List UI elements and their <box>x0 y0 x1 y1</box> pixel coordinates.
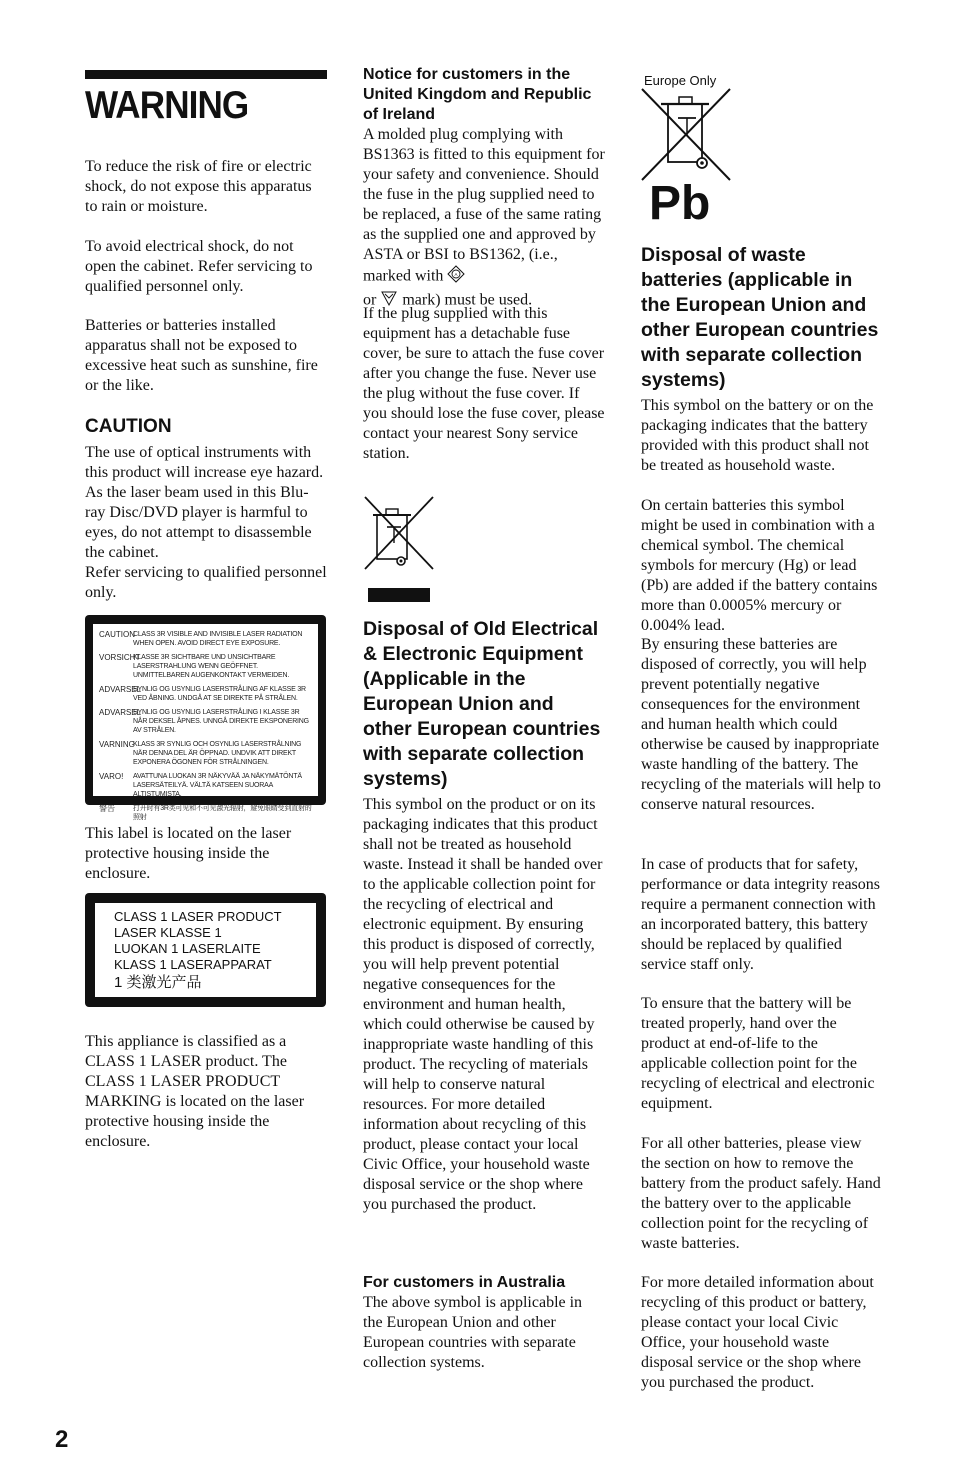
class-label-line: CLASS 1 LASER PRODUCT <box>114 909 282 924</box>
label-location-text: This label is located on the laser protective housing inside the enclosure. <box>85 825 292 882</box>
fuse-cover-text: If the plug supplied with this equipment has a detachable fuse cover, be sure to attach the fuse cover after you change the fuse. Never use the plug without the fuse cover. If you should lose the fuse cover, please contact your nearest Sony service station. <box>363 305 605 462</box>
warning-label-text: KLASSE 3R SICHTBARE UND UNSICHTBARE LASERSTRAHLUNG WENN GEÖFFNET. UNMITTELBAREN AUGENKONTAKT VERMEIDEN. <box>133 654 290 679</box>
crossed-bin-icon <box>363 495 443 605</box>
laser-warning-label <box>85 615 326 821</box>
weee-disposal-heading: Disposal of Old Electrical & Electronic Equipment (Applicable in the European Union and other European countries with separate collection systems) <box>363 618 601 790</box>
battery-text-1: This symbol on the battery or on the packaging indicates that the battery provided with this product shall not be treated as household waste. <box>641 397 874 474</box>
warning-label-text: 打开时有3R类可见和不可见激光辐射，避免眼睛受到直射的照射 <box>133 805 312 821</box>
warning-label-key: VARO! <box>99 772 124 781</box>
page-number: 2 <box>55 1426 69 1453</box>
warning-label-key: ADVARSEL <box>99 708 142 717</box>
title-rule <box>85 70 327 79</box>
weee-symbol <box>363 495 605 605</box>
uk-notice-heading: Notice for customers in the United Kingdom and Republic of Ireland <box>363 66 592 123</box>
plug-text-or: or <box>363 291 377 309</box>
lead-chemical-symbol: Pb <box>649 177 711 230</box>
weee-disposal-text: This symbol on the product or on its packaging indicates that this product shall not be treated as household waste. Instead it shall be handed over to the applicable collection point for the recycling of electrical and electronic equipment. By ensuring this product is disposed of correctly, you will help prevent potential negative consequences for the environment and human health, which could otherwise be caused by inappropriate waste handling of this product. The recycling of materials will help to conserve natural resources. For more detailed information about recycling of this product, please contact your local Civic Office, your household waste disposal service or the shop where you purchased the product. <box>363 796 603 1213</box>
caution-servicing-text: Refer servicing to qualified personnel only. <box>85 564 327 601</box>
warning-label-key: CAUTION <box>99 630 135 639</box>
battery-disposal-heading: Disposal of waste batteries (applicable in the European Union and other European countries with separate collection systems) <box>641 244 879 391</box>
battery-text-3: By ensuring these batteries are disposed of correctly, you will help prevent potentially negative consequences for the environment and human health which could otherwise be caused by inappropriate waste handling of the battery. The recycling of the materials will help to conserve natural resources. <box>641 636 881 813</box>
australia-heading: For customers in Australia <box>363 1274 566 1291</box>
battery-text-4: In case of products that for safety, performance or data integrity reasons require a permanent connection with an incorporated battery, this battery should be replaced by qualified service staff only. <box>641 856 881 973</box>
class-label-line: LUOKAN 1 LASERLAITE <box>114 941 261 956</box>
battery-text-7: For more detailed information about recycling of this product or battery, please contact your local Civic Office, your household waste disposal service or the shop where you purchased the product. <box>641 1274 874 1391</box>
class-label-line: KLASS 1 LASERAPPARAT <box>114 957 272 972</box>
class-label-line: LASER KLASSE 1 <box>114 925 222 940</box>
fire-warning-text: To reduce the risk of fire or electric shock, do not expose this apparatus to rain or moisture. <box>85 158 312 215</box>
battery-bin-symbol <box>641 88 883 183</box>
warning-label-row <box>99 740 314 767</box>
warning-label-row <box>99 772 314 799</box>
warning-label-key: VORSICHT <box>99 653 141 662</box>
plug-text <box>363 125 605 313</box>
warning-label-text: CLASS 3R VISIBLE AND INVISIBLE LASER RADIATION WHEN OPEN. AVOID DIRECT EYE EXPOSURE. <box>133 631 303 647</box>
page-title: WARNING <box>85 84 249 127</box>
warning-label-key: 警告 <box>99 804 115 813</box>
warning-label-key: VARNING <box>99 740 135 749</box>
warning-label-row <box>99 685 314 703</box>
warning-label-text: KLASS 3R SYNLIG OCH OSYNLIG LASERSTRÅLNING NÄR DENNA DEL ÄR ÖPPNAD. UNDVIK ATT DIREKT EXPONERA ÖGONEN FÖR STRÅLNINGEN. <box>133 741 302 766</box>
shock-warning-text: To avoid electrical shock, do not open the cabinet. Refer servicing to qualified personnel only. <box>85 238 313 295</box>
warning-label-row <box>99 708 314 735</box>
class-label-line: 1 类激光产品 <box>114 974 202 991</box>
warning-label-row <box>99 804 314 822</box>
warning-label-key: ADVARSEL <box>99 685 142 694</box>
europe-only-label: Europe Only <box>644 73 717 88</box>
warning-label-row <box>99 653 314 680</box>
classification-text: This appliance is classified as a CLASS 1 LASER product. The CLASS 1 LASER PRODUCT MARKING is located on the laser protective housing inside the enclosure. <box>85 1033 305 1150</box>
class1-laser-label-body <box>95 903 316 997</box>
asta-mark-icon <box>447 265 465 289</box>
class1-laser-label <box>85 893 326 1007</box>
laser-warning-label-body <box>93 624 318 821</box>
caution-heading: CAUTION <box>85 416 172 437</box>
caution-text: The use of optical instruments with this product will increase eye hazard. As the laser beam used in this Blu-ray Disc/DVD player is harmful to eyes, do not attempt to disassemble the cabinet. <box>85 444 324 561</box>
plug-text-part-b: mark) must be used. <box>402 291 533 309</box>
warning-label-text: AVATTUNA LUOKAN 3R NÄKYVÄÄ JA NÄKYMÄTÖNTÄ LASERSÄTEILYÄ. VÄLTÄ KATSEEN SUORAA ALTISTUMISTA. <box>133 773 302 798</box>
crossed-battery-bin-icon <box>641 88 736 183</box>
warning-label-text: SYNLIG OG USYNLIG LASERSTRÅLING AF KLASSE 3R VED ÅBNING. UNDGÅ AT SE DIREKTE PÅ STRÅLEN. <box>133 686 306 702</box>
battery-text-5: To ensure that the battery will be treated properly, hand over the product at end-of-life to the applicable collection point for the recycling of electrical and electronic equipment. <box>641 995 875 1112</box>
battery-heat-text: Batteries or batteries installed apparatus shall not be exposed to excessive heat such as sunshine, fire or the like. <box>85 317 318 394</box>
plug-text-part-a: A molded plug complying with BS1363 is fitted to this equipment for your safety and convenience. Should the fuse in the plug supplied need to be replaced, a fuse of the same rating as the supplied one and approved by ASTA or BSI to BS1362, (i.e., marked with <box>363 126 605 285</box>
warning-label-row <box>99 630 314 648</box>
svg-text:A: A <box>454 272 458 277</box>
australia-text: The above symbol is applicable in the European Union and other European countries with separate collection systems. <box>363 1294 583 1371</box>
warning-label-text: SYNLIG OG USYNLIG LASERSTRÅLING I KLASSE 3R NÅR DEKSEL ÅPNES. UNNGÅ DIREKTE EKSPONERING AV STRÅLEN. <box>133 709 309 734</box>
battery-text-2: On certain batteries this symbol might be used in combination with a chemical symbol. The chemical symbols for mercury (Hg) or lead (Pb) are added if the battery contains more than 0.0005% mercury or 0.004% lead. <box>641 497 878 634</box>
battery-text-6: For all other batteries, please view the section on how to remove the battery from the product safely. Hand the battery over to the applicable collection point for the recycling of waste batteries. <box>641 1135 881 1252</box>
